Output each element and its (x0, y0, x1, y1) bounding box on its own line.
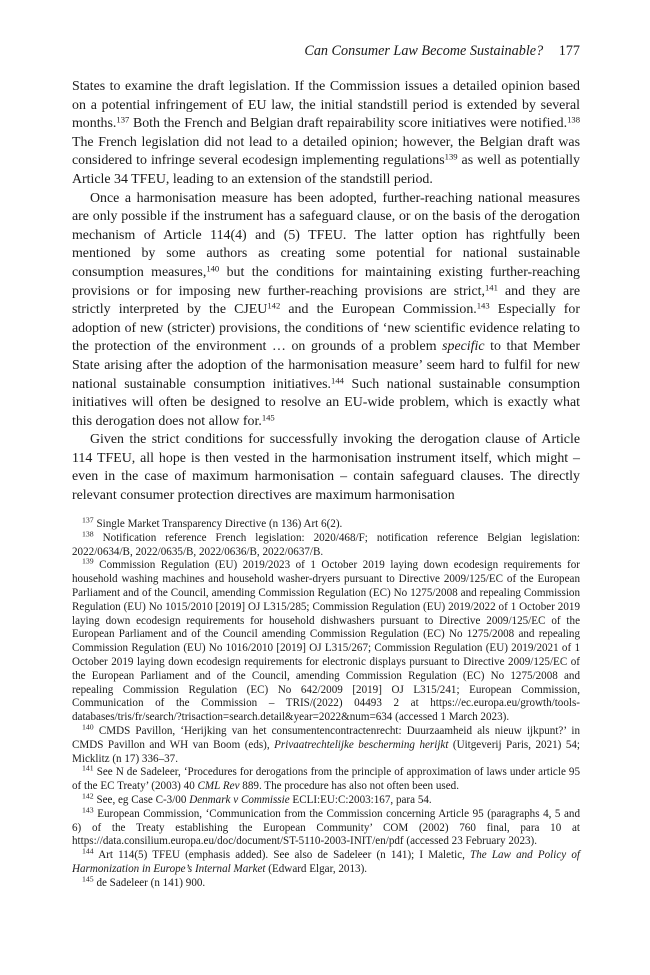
text-run: Especially for adoption of new (stricter) provisions, the conditions of ‘new scientific evidence relating to the protection of the environment … on grounds of a problem (72, 302, 580, 355)
footnote-ref-144[interactable]: 144 (331, 374, 344, 385)
footnote-144 (72, 846, 580, 877)
text-run: as well as potentially Article 34 TFEU, leading to an extension of the standstill period. (72, 153, 580, 187)
footnote-text: (Uitgeverij Paris, 2021) 54; Micklitz (n 17) 336–37. (72, 738, 581, 765)
footnote-text: European Commission, ‘Communication from the Commission concerning Article 95 (paragraphs 4, 5 and 6) of the Treaty establishing the European Community’ COM (2002) 760 final, para 10 at https://data.consilium.europa.eu/doc/document/ST-5110-2003-INIT/en/pdf (accessed 23 February 2023). (72, 807, 580, 848)
footnote-text: Notification reference French legislation: 2020/468/F; notification reference Belgian legislation: 2022/0634/B, 2022/0635/B, 2022/0636/B, 2022/0637/B. (72, 531, 580, 558)
footnote-ref-145[interactable]: 145 (261, 411, 275, 422)
page-number: 177 (558, 43, 580, 59)
footnote-number: 142 (82, 791, 94, 801)
footnote-italic-title: Privaatrechtelijke bescherming herijkt (274, 738, 449, 751)
footnote-italic-title: Denmark v Commissie (189, 793, 290, 806)
footnote-ref-143[interactable]: 143 (476, 300, 490, 311)
footnote-number: 141 (82, 764, 94, 774)
text-run: but the conditions for maintaining existing further-reaching provisions or for imposing new further-reaching provisions are strict, (72, 264, 580, 299)
footnote-ref-138[interactable]: 138 (567, 114, 580, 125)
footnote-text: Single Market Transparency Directive (n 136) Art 6(2). (96, 518, 343, 530)
footnote-140 (72, 722, 581, 766)
text-run: The French legislation did not lead to a detailed opinion; however, the Belgian draft was considered to infringe several ecodesign implementing regulations (72, 134, 580, 169)
footnote-number: 143 (82, 805, 94, 815)
footnote-145 (72, 874, 580, 891)
footnote-139 (72, 559, 580, 725)
footnote-number: 144 (82, 846, 94, 856)
text-run: Such national sustainable consumption initiatives will often be designed to resolve an EU-wide problem, which is exactly what this derogation does not allow for. (72, 376, 581, 429)
paragraph-3: Given the strict conditions for successfully invoking the derogation clause of Article 114 TFEU, all hope is then vested in the harmonisation instrument itself, which might – even in the case of maximum harmonisation – contain safeguard clauses. The directly relevant consumer protection directives are maximum harmonisation (72, 432, 580, 504)
footnote-text: ECLI:EU:C:2003:167, para 54. (289, 793, 432, 806)
footnotes (72, 515, 581, 891)
footnote-text: Commission Regulation (EU) 2019/2023 of 1 October 2019 laying down ecodesign requirements for household washing machines and household washer-dryers pursuant to Directive 2009/125/EC of the European Parliament and of the Council, amending Commission Regulation (EC) No 1275/2008 and repealing Commission Regulation (EU) No 1015/2010 [2019] OJ L315/285; Commission Regulation (EU) 2019/2022 of 1 October 2019 laying down ecodesign requirements for household dishwashers pursuant to Directive 2009/125/EC of the European Parliament and of the Council amending Commission Regulation (EC) No 1275/2008 and repealing Commission Regulation (EU) No 1016/2010 [2019] OJ L315/267; Commission Regulation (EU) 2019/2021 of 1 October 2019 laying down ecodesign requirements for electronic displays pursuant to Directive 2009/125/EC of the European Parliament and of the Council, amending Commission Regulation (EC) No 1275/2008 and repealing Commission Regulation (EC) No 642/2009 [2019] OJ L315/241; European Commission, Communication of the Commission – TRIS/(2022) 04493 2 at https://ec.europa.eu/growth/tools-databases/tris/fr/search/?trisaction=search.detail&year=2022&num=634 (accessed 1 March 2023). (72, 559, 580, 724)
text-run: Both the French and Belgian draft repairability score initiatives were notified. (129, 116, 568, 132)
footnote-ref-140[interactable]: 140 (206, 263, 220, 274)
paragraph-2 (72, 190, 580, 432)
emphasis-text: specific (442, 339, 485, 355)
footnote-ref-139[interactable]: 139 (444, 151, 458, 162)
footnote-italic-title: The Law and Policy of Harmonization in Europe’s Internal Market (72, 849, 580, 875)
footnote-137 (72, 515, 580, 532)
text-run: and they are strictly interpreted by the CJEU (72, 283, 580, 318)
paragraph-1 (72, 78, 580, 190)
footnote-text: de Sadeleer (n 141) 900. (96, 876, 206, 889)
running-title: Can Consumer Law Become Sustainable? (304, 43, 544, 59)
text-run: and the European Commission. (280, 302, 477, 318)
footnote-ref-137[interactable]: 137 (116, 114, 130, 125)
text-run: to that Member State arising after the adoption of the harmonisation measure’ seem hard to fulfil for new national sustainable consumption initiatives. (72, 339, 580, 392)
text-run: Once a harmonisation measure has been adopted, further-reaching national measures are only possible if the instrument has a safeguard clause, or on the basis of the derogation mechanism of Article 114(4) and (5) TFEU. The latter option has rightfully been mentioned by some authors as creating some potential for national sustainable consumption measures, (72, 190, 580, 280)
footnote-ref-142[interactable]: 142 (267, 300, 281, 311)
footnote-number: 145 (82, 874, 94, 884)
footnote-138 (72, 529, 580, 560)
footnote-text: (Edward Elgar, 2013). (265, 862, 368, 875)
running-header (72, 42, 580, 60)
main-text (72, 78, 580, 506)
footnote-number: 138 (82, 529, 94, 539)
footnote-number: 139 (82, 557, 94, 567)
footnote-number: 140 (82, 722, 94, 732)
footnote-text: CMDS Pavillon, ‘Herijking van het consumentencontractenrecht: Duurzaamheid als nieuw ijkpunt?’ in CMDS Pavillon and WH van Boom (eds), (72, 724, 580, 751)
footnote-141 (72, 766, 580, 794)
footnote-ref-141[interactable]: 141 (484, 281, 498, 292)
footnote-143 (72, 805, 580, 849)
footnote-italic-title: CML Rev (197, 780, 240, 793)
footnote-number: 137 (82, 515, 94, 525)
footnote-text: See N de Sadeleer, ‘Procedures for derogations from the principle of approximation of laws under article 95 of the EC Treaty’ (2003) 40 (72, 766, 580, 793)
footnote-142 (72, 791, 580, 808)
text-run: States to examine the draft legislation. If the Commission issues a detailed opinion based on a potential infringement of EU law, the initial standstill period is extended by several months. (72, 79, 580, 132)
footnote-text: Art 114(5) TFEU (emphasis added). See also de Sadeleer (n 141); I Maletic, (98, 849, 471, 862)
footnote-text: See, eg Case C-3/00 (96, 793, 190, 806)
footnote-text: 889. The procedure has also not often been used. (239, 780, 459, 793)
